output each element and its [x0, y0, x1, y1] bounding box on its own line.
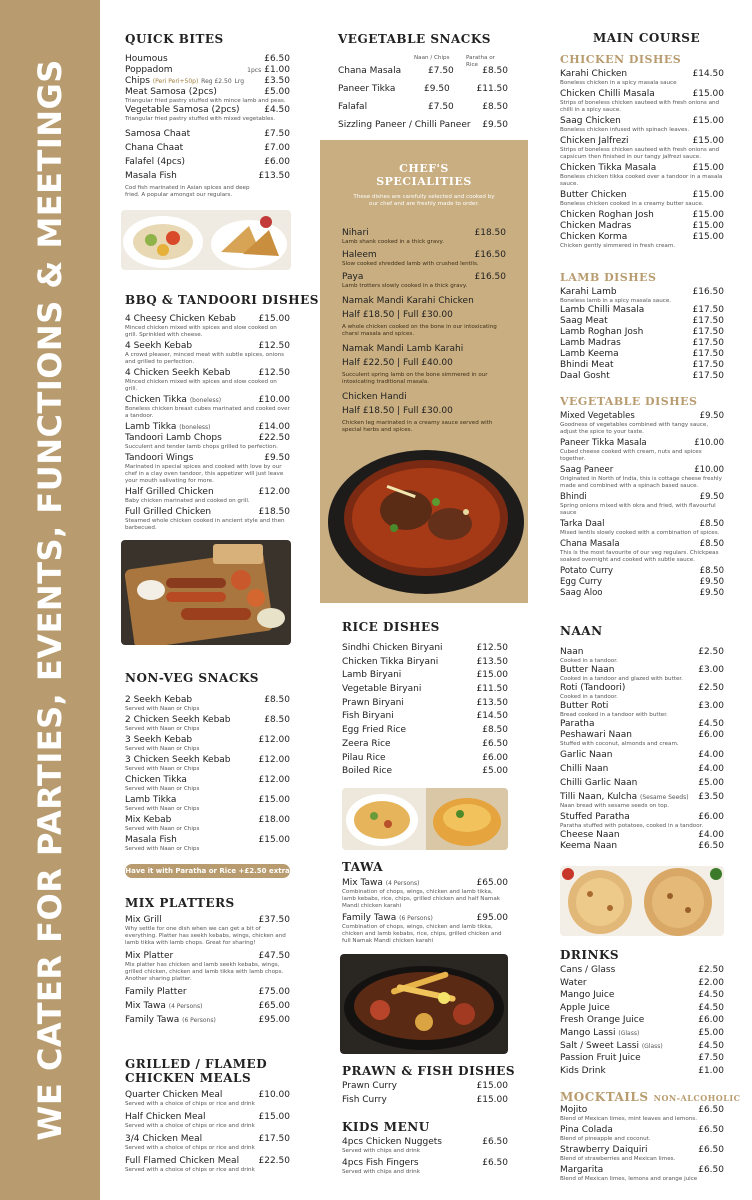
menu-item: Mix Tawa (4 Persons) £65.00 — [125, 1001, 290, 1011]
menu-item: Fish Biryani £14.50 — [342, 711, 508, 722]
menu-item: Samosa Chaat £7.50 — [125, 129, 290, 139]
prawn-fish-list — [342, 1081, 508, 1106]
menu-item: Family Tawa (6 Persons) £95.00 — [125, 1015, 290, 1025]
menu-item: Half Chicken Meal £15.00 — [125, 1112, 290, 1122]
food-photo-biryani — [342, 788, 508, 850]
menu-item: Half Grilled Chicken £12.00 — [125, 487, 290, 497]
menu-item: Masala Fish £15.00 — [125, 835, 290, 845]
menu-item: Paratha £4.50 — [560, 719, 724, 729]
menu-item: Mix Tawa (4 Persons) £65.00 — [342, 878, 508, 888]
vegetable-dishes-heading: VEGETABLE DISHES — [560, 395, 698, 408]
menu-item: Mix Grill £37.50 — [125, 915, 290, 925]
chefs-specialities-heading: CHEF'S SPECIALITIES — [376, 162, 472, 188]
menu-item: Bhindi Meat £17.50 — [560, 360, 724, 370]
quick-bites-heading: QUICK BITES — [125, 32, 224, 46]
menu-item: Nihari £18.50 — [342, 228, 506, 238]
menu-item: 3 Seekh Kebab £12.00 — [125, 735, 290, 745]
menu-item: Lamb Tikka (boneless) £14.00 — [125, 422, 290, 432]
food-photo-nihari-pot — [326, 432, 526, 600]
menu-item: Mango Lassi (Glass) £5.00 — [560, 1027, 724, 1038]
menu-item: Paya £16.50 — [342, 272, 506, 282]
menu-item: Pina Colada £6.50 — [560, 1125, 724, 1135]
tawa-list: Mix Tawa (4 Persons) £65.00 Combination of chops, wings, chicken and lamb tikka, lamb kebabs, rice, chips, grilled chicken and half Namak Mandi chicken karahi Family Tawa (6 Persons) £95.00 Combination of chops, wings, chicken and lamb tikka, chicken and lamb kebabs, rice, chips, grilled chicken and full Namak Mandi chicken karahi — [342, 878, 508, 944]
menu-item: Chicken Jalfrezi £15.00 — [560, 136, 724, 146]
menu-item: Lamb Biryani £15.00 — [342, 670, 508, 681]
menu-item: Mojito £6.50 — [560, 1105, 724, 1115]
menu-item: Sizzling Paneer / Chilli Paneer £9.50 — [338, 120, 508, 130]
grilled-list: Quarter Chicken Meal £10.00 Served with a choice of chips or rice and drink Half Chicken Meal £15.00 Served with a choice of chips or rice and drink 3/4 Chicken Meal £17.50 Served with a choice of chips or rice and drink Full Flamed Chicken Meal £22.50 Served with a choice of chips or rice and drink — [125, 1090, 290, 1173]
menu-item: Apple Juice £4.50 — [560, 1002, 724, 1013]
menu-item: Cheese Naan £4.00 — [560, 830, 724, 840]
menu-item: Saag Aloo £9.50 — [560, 588, 724, 598]
sidebar-banner — [0, 0, 100, 1200]
chefs-specialities-panel: CHEF'S SPECIALITIES These dishes are carefully selected and cooked by our chef and are freshly made to order. Nihari £18.50 Lamb shank cooked in a thick gravy. Haleem £16.50 Slow cooked shredded lamb with crushed lentils. Paya £16.50 Lamb trotters slowly cooked in a thick gravy. Namak Mandi Karahi Chicken Half £18.50 | Full £30.00 A whole chicken cooked on the bone in our intoxicating charsi masala and spices. Namak Mandi Lamb Karahi Half £22.50 | Full £40.00 Succulent spring lamb on the bone simmered in our intoxicating traditional masala. Chicken Handi Half £18.50 | Full £30.00 Chicken leg marinated in a creamy sauce served with special herbs and spices. — [320, 140, 528, 603]
menu-item: Tandoori Wings £9.50 — [125, 453, 290, 463]
menu-item: Butter Roti £3.00 — [560, 701, 724, 711]
menu-item: Chicken Tikka (boneless) £10.00 — [125, 395, 290, 405]
lamb-dishes-heading: LAMB DISHES — [560, 271, 657, 284]
menu-item: Poppadom 1pcs £1.00 — [125, 65, 290, 75]
menu-item: Margarita £6.50 — [560, 1165, 724, 1175]
rice-list — [342, 643, 508, 777]
menu-item: Saag Chicken £15.00 — [560, 116, 724, 126]
bbq-list: 4 Cheesy Chicken Kebab £15.00 Minced chicken mixed with spices and slow cooked on grill. Sprinkled with cheese. 4 Seekh Kebab £12.50 A crowd pleaser, minced meat with subtle spices, onions and grilled to perfection. 4 Chicken Seekh Kebab £12.50 Minced chicken mixed with spices and slow cooked on grill. Chicken Tikka (boneless) £10.00 Boneless chicken breast cubes marinated and cooked over a tandoor. Lamb Tikka (boneless) £14.00 Tandoori Lamb Chops £22.50 Succulent and tender lamb chops grilled to perfection. Tandoori Wings £9.50 Marinated in special spices and cooked with love by our chef in a clay oven tandoor, this appetizer will just leave your mouth salivating for more. Half Grilled Chicken £12.00 Baby chicken marinated and cooked on grill. Full Grilled Chicken £18.50 Steamed whole chicken cooked in ancient style and then barbecued. — [125, 314, 290, 531]
menu-item: Quarter Chicken Meal £10.00 — [125, 1090, 290, 1100]
menu-item: Lamb Madras £17.50 — [560, 338, 724, 348]
mocktails-list: Mojito £6.50 Blend of Mexican limes, mint leaves and lemons. Pina Colada £6.50 Blend of pineapple and coconut. Strawberry Daiquiri £6.50 Blend of strawberries and Mexican limes. Margarita £6.50 Blend of Mexican limes, lemons and orange juice — [560, 1105, 724, 1182]
menu-item: Saag Paneer £10.00 — [560, 465, 724, 475]
menu-item: Salt / Sweet Lassi (Glass) £4.50 — [560, 1040, 724, 1051]
menu-item: Butter Chicken £15.00 — [560, 190, 724, 200]
menu-item: Kids Drink £1.00 — [560, 1065, 724, 1076]
menu-item: Garlic Naan £4.00 — [560, 750, 724, 760]
chicken-dishes-list: Karahi Chicken £14.50 Boneless chicken in a spicy masala sauce Chicken Chilli Masala £15.00 Strips of boneless chicken sauteed with fresh onions and chilli in a spicy sauce. Saag Chicken £15.00 Boneless chicken infused with spinach leaves. Chicken Jalfrezi £15.00 Strips of boneless chicken sauteed with fresh onions and capsicum then finished in our tangy jalfrezi sauce. Chicken Tikka Masala £15.00 Boneless chicken tikka cooked over a tandoor in a masala sauce. Butter Chicken £15.00 Boneless chicken cooked in a creamy butter sauce. Chicken Roghan Josh £15.00 Chicken Madras £15.00 Chicken Korma £15.00 Chicken gently simmered in fresh cream. — [560, 69, 724, 249]
nonveg-heading: NON-VEG SNACKS — [125, 671, 259, 685]
quick-bites-list: Houmous £6.50 Poppadom 1pcs £1.00 Chips (Peri Peri+50p) Reg £2.50 Lrg £3.50 Meat Samosa (2pcs) £5.00 Triangular fried pastry stuffed with mince lamb and peas. Vegetable Samosa (2pcs) £4.50 Triangular fried pastry stuffed with mixed vegetables. Samosa Chaat £7.50 Chana Chaat £7.00 Falafel (4pcs) £6.00 Masala Fish £13.50 Cod fish marinated in Asian spices and deep fried. A popular amongst our regulars. — [125, 54, 290, 198]
tawa-heading: TAWA — [342, 860, 384, 874]
menu-item: 4 Chicken Seekh Kebab £12.50 — [125, 368, 290, 378]
menu-item: Keema Naan £6.50 — [560, 841, 724, 851]
mix-platters-list: Mix Grill £37.50 Why settle for one dish when we can get a bit of everything. Platter has seekh kebabs, wings, chicken and lamb tikka with lamb chops. Great for sharing! Mix Platter £47.50 Mix platter has chicken and lamb seekh kebabs, wings, grilled chicken, chicken and lamb tikka with lamb chops. Another sharing platter. Family Platter £75.00 Mix Tawa (4 Persons) £65.00 Family Tawa (6 Persons) £95.00 — [125, 915, 290, 1025]
menu-item: Daal Gosht £17.50 — [560, 371, 724, 381]
menu-item: Lamb Keema £17.50 — [560, 349, 724, 359]
menu-item: Haleem £16.50 — [342, 250, 506, 260]
menu-item: Strawberry Daiquiri £6.50 — [560, 1145, 724, 1155]
menu-item: Lamb Chilli Masala £17.50 — [560, 305, 724, 315]
menu-item: 2 Seekh Kebab £8.50 — [125, 695, 290, 705]
menu-item: Masala Fish £13.50 — [125, 171, 290, 181]
menu-item: Mixed Vegetables £9.50 — [560, 411, 724, 421]
menu-item: Paneer Tikka Masala £10.00 — [560, 438, 724, 448]
paratha-upgrade-badge: Have it with Paratha or Rice +£2.50 extra — [125, 864, 290, 878]
menu-item: Chicken Handi — [342, 392, 407, 402]
menu-item: Chana Chaat £7.00 — [125, 143, 290, 153]
naan-heading: NAAN — [560, 624, 603, 638]
kids-menu-list: 4pcs Chicken Nuggets £6.50 Served with chips and drink 4pcs Fish Fingers £6.50 Served with chips and drink — [342, 1137, 508, 1175]
food-photo-tawa — [340, 954, 508, 1054]
menu-item: Houmous £6.50 — [125, 54, 290, 64]
chicken-dishes-heading: CHICKEN DISHES — [560, 53, 682, 66]
menu-item: Chips (Peri Peri+50p) Reg £2.50 Lrg £3.50 — [125, 76, 290, 86]
menu-item: Tarka Daal £8.50 — [560, 519, 724, 529]
menu-item: Chana Masala £8.50 — [560, 539, 724, 549]
naan-list: Naan £2.50 Cooked in a tandoor. Butter Naan £3.00 Cooked in a tandoor and glazed with butter. Roti (Tandoori) £2.50 Cooked in a tandoor. Butter Roti £3.00 Bread cooked in a tandoor with butter. Paratha £4.50 Peshawari Naan £6.00 Stuffed with coconut, almonds and cream. Garlic Naan £4.00 Chilli Naan £4.00 Chilli Garlic Naan £5.00 Tilli Naan, Kulcha (Sesame Seeds) £3.50 Naan bread with sesame seeds on top. Stuffed Paratha £6.00 Paratha stuffed with potatoes, cooked in a tandoor. Cheese Naan £4.00 Keema Naan £6.50 — [560, 647, 724, 851]
menu-item: Zeera Rice £6.50 — [342, 738, 508, 749]
menu-item: Falafal £7.50 £8.50 — [338, 102, 508, 112]
menu-item: Full Grilled Chicken £18.50 — [125, 507, 290, 517]
menu-item: Family Platter £75.00 — [125, 987, 290, 997]
menu-item: Tandoori Lamb Chops £22.50 — [125, 433, 290, 443]
menu-item: 3/4 Chicken Meal £17.50 — [125, 1134, 290, 1144]
menu-item: Naan £2.50 — [560, 647, 724, 657]
menu-item: Chicken Tikka £12.00 — [125, 775, 290, 785]
menu-item: Vegetable Biryani £11.50 — [342, 684, 508, 695]
menu-item: Prawn Curry £15.00 — [342, 1081, 508, 1091]
drinks-heading: DRINKS — [560, 948, 620, 962]
menu-item: 4 Seekh Kebab £12.50 — [125, 341, 290, 351]
grilled-heading: GRILLED / FLAMED CHICKEN MEALS — [125, 1057, 268, 1085]
menu-item: Falafel (4pcs) £6.00 — [125, 157, 290, 167]
menu-item: Stuffed Paratha £6.00 — [560, 812, 724, 822]
menu-item: Chicken Korma £15.00 — [560, 232, 724, 242]
veg-snacks-list — [338, 66, 508, 131]
menu-item: Full Flamed Chicken Meal £22.50 — [125, 1156, 290, 1166]
menu-item: 4 Cheesy Chicken Kebab £15.00 — [125, 314, 290, 324]
kids-menu-heading: KIDS MENU — [342, 1120, 430, 1134]
menu-item: Lamb Roghan Josh £17.50 — [560, 327, 724, 337]
menu-item: Saag Meat £17.50 — [560, 316, 724, 326]
menu-item: Mix Platter £47.50 — [125, 951, 290, 961]
main-course-heading: MAIN COURSE — [593, 31, 701, 45]
menu-item: Egg Curry £9.50 — [560, 577, 724, 587]
menu-item: Chicken Chilli Masala £15.00 — [560, 89, 724, 99]
menu-item: Mango Juice £4.50 — [560, 990, 724, 1001]
drinks-list — [560, 965, 724, 1077]
menu-item: Karahi Chicken £14.50 — [560, 69, 724, 79]
menu-item: Sindhi Chicken Biryani £12.50 — [342, 643, 508, 653]
menu-item: Water £2.00 — [560, 977, 724, 988]
vegetable-dishes-list: Mixed Vegetables £9.50 Goodness of vegetables combined with tangy sauce, adjust the spice to your taste. Paneer Tikka Masala £10.00 Cubed cheese cooked with cream, nuts and spices together. Saag Paneer £10.00 Originated in North of India, this is cottage cheese freshly made and combined with a spinach based sauce. Bhindi £9.50 Spring onions mixed with okra and fried, with flavourful sauce Tarka Daal £8.50 Mixed lentils slowly cooked with a combination of spices. Chana Masala £8.50 This is the most favourite of our veg regulars. Chickpeas soaked overnight and cooked with subtle sauce. Potato Curry £8.50 Egg Curry £9.50 Saag Aloo £9.50 — [560, 411, 724, 598]
menu-item: Namak Mandi Lamb Karahi — [342, 344, 464, 354]
menu-item: 3 Chicken Seekh Kebab £12.00 — [125, 755, 290, 765]
menu-item: Lamb Tikka £15.00 — [125, 795, 290, 805]
bbq-heading: BBQ & TANDOORI DISHES — [125, 293, 319, 307]
menu-item: Chicken Tikka Masala £15.00 — [560, 163, 724, 173]
menu-item: 2 Chicken Seekh Kebab £8.50 — [125, 715, 290, 725]
menu-item: Chana Masala £7.50 £8.50 — [338, 66, 508, 76]
menu-item: Prawn Biryani £13.50 — [342, 697, 508, 708]
menu-item: Paneer Tikka £9.50 £11.50 — [338, 84, 508, 94]
food-photo-samosa — [121, 210, 291, 270]
menu-item: Namak Mandi Karahi Chicken — [342, 296, 474, 306]
menu-item: Peshawari Naan £6.00 — [560, 730, 724, 740]
food-photo-bbq-platter — [121, 540, 291, 645]
menu-item: Boiled Rice £5.00 — [342, 766, 508, 777]
menu-item: Fish Curry £15.00 — [342, 1095, 508, 1105]
menu-item: Mix Kebab £18.00 — [125, 815, 290, 825]
menu-item: Chicken Roghan Josh £15.00 — [560, 210, 724, 220]
menu-item: Cans / Glass £2.50 — [560, 965, 724, 975]
menu-item: Butter Naan £3.00 — [560, 665, 724, 675]
rice-heading: RICE DISHES — [342, 620, 440, 634]
menu-item: Pilau Rice £6.00 — [342, 752, 508, 763]
menu-item: Chicken Tikka Biryani £13.50 — [342, 656, 508, 667]
menu-item: Chilli Garlic Naan £5.00 — [560, 778, 724, 788]
menu-item: Egg Fried Rice £8.50 — [342, 725, 508, 736]
food-photo-naan — [560, 866, 724, 936]
lamb-dishes-list: Karahi Lamb £16.50 Boneless lamb in a spicy masala sauce. Lamb Chilli Masala £17.50 Saag Meat £17.50 Lamb Roghan Josh £17.50 Lamb Madras £17.50 Lamb Keema £17.50 Bhindi Meat £17.50 Daal Gosht £17.50 — [560, 287, 724, 381]
chefs-specialities-list: Nihari £18.50 Lamb shank cooked in a thick gravy. Haleem £16.50 Slow cooked shredded lamb with crushed lentils. Paya £16.50 Lamb trotters slowly cooked in a thick gravy. Namak Mandi Karahi Chicken Half £18.50 | Full £30.00 A whole chicken cooked on the bone in our intoxicating charsi masala and spices. Namak Mandi Lamb Karahi Half £22.50 | Full £40.00 Succulent spring lamb on the bone simmered in our intoxicating traditional masala. Chicken Handi Half £18.50 | Full £30.00 Chicken leg marinated in a creamy sauce served with special herbs and spices. — [342, 228, 506, 433]
menu-item: Family Tawa (6 Persons) £95.00 — [342, 913, 508, 923]
menu-item: Karahi Lamb £16.50 — [560, 287, 724, 297]
catering-banner-text: WE CATER FOR PARTIES, EVENTS, FUNCTIONS & MEETINGS — [31, 59, 69, 1141]
menu-item: Tilli Naan, Kulcha (Sesame Seeds) £3.50 — [560, 792, 724, 802]
menu-item: 4pcs Fish Fingers £6.50 — [342, 1158, 508, 1168]
nonveg-list: 2 Seekh Kebab £8.50 Served with Naan or Chips 2 Chicken Seekh Kebab £8.50 Served with Naan or Chips 3 Seekh Kebab £12.00 Served with Naan or Chips 3 Chicken Seekh Kebab £12.00 Served with Naan or Chips Chicken Tikka £12.00 Served with Naan or Chips Lamb Tikka £15.00 Served with Naan or Chips Mix Kebab £18.00 Served with Naan or Chips Masala Fish £15.00 Served with Naan or Chips — [125, 695, 290, 852]
menu-item: Passion Fruit Juice £7.50 — [560, 1053, 724, 1064]
menu-item: Meat Samosa (2pcs) £5.00 — [125, 87, 290, 97]
menu-item: Vegetable Samosa (2pcs) £4.50 — [125, 105, 290, 115]
menu-item: Fresh Orange Juice £6.00 — [560, 1015, 724, 1026]
prawn-fish-heading: PRAWN & FISH DISHES — [342, 1064, 515, 1078]
mocktails-heading: MOCKTAILS NON-ALCOHOLIC — [560, 1090, 741, 1104]
menu-item: Chilli Naan £4.00 — [560, 764, 724, 774]
menu-item: 4pcs Chicken Nuggets £6.50 — [342, 1137, 508, 1147]
menu-item: Bhindi £9.50 — [560, 492, 724, 502]
menu-item: Potato Curry £8.50 — [560, 566, 724, 576]
veg-snacks-heading: VEGETABLE SNACKS — [338, 32, 491, 46]
menu-item: Chicken Madras £15.00 — [560, 221, 724, 231]
mix-platters-heading: MIX PLATTERS — [125, 896, 235, 910]
menu-item: Roti (Tandoori) £2.50 — [560, 683, 724, 693]
